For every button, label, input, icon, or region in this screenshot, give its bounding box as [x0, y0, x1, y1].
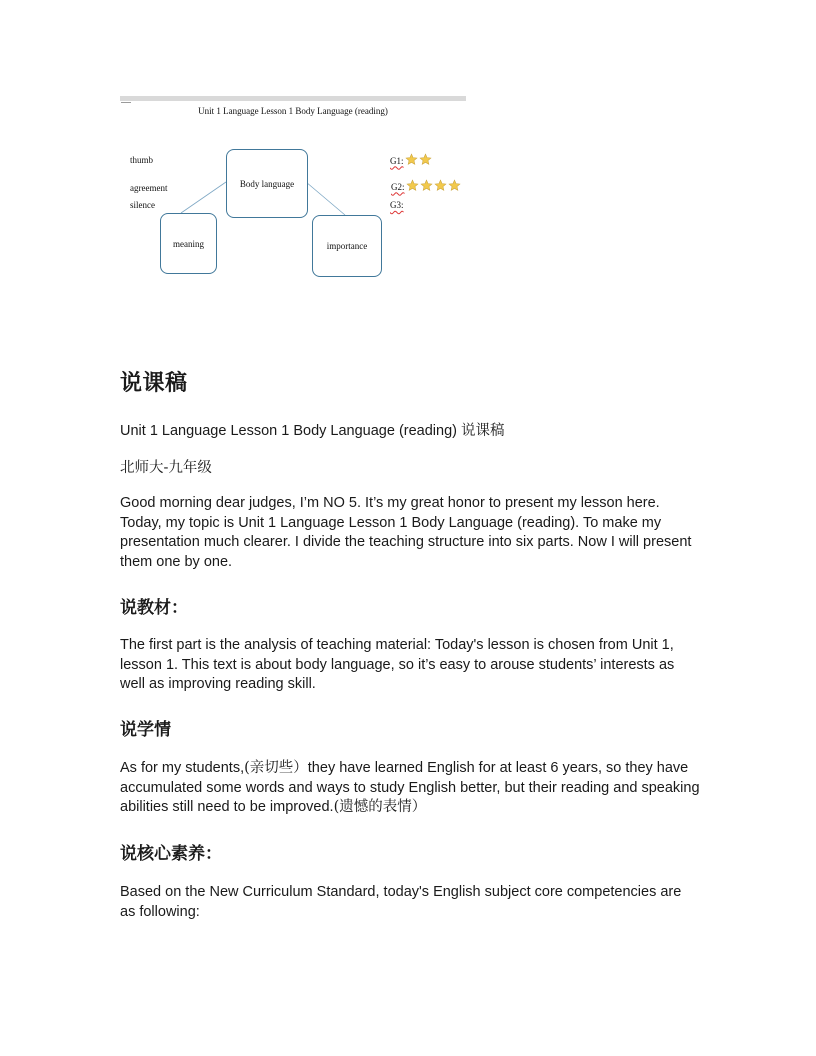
box-importance-label: importance	[326, 241, 368, 251]
page-title: 说课稿	[120, 371, 188, 396]
lesson-subtitle-cn: 说课稿	[461, 423, 505, 439]
group-2-label: G2:	[391, 181, 405, 192]
star-icon	[405, 153, 418, 166]
group-3-score	[390, 200, 404, 210]
group-1-label: G1:	[390, 155, 404, 166]
star-icon	[448, 179, 461, 192]
section-heading-students: 说学情	[120, 720, 171, 740]
section-heading-competencies: 说核心素养：	[120, 844, 222, 864]
box-body-language-label: Body language	[239, 178, 295, 189]
competencies-paragraph: Based on the New Curriculum Standard, today's English subject core competencies are as following:	[120, 884, 682, 920]
star-icon	[434, 179, 447, 192]
board-title: Unit 1 Language Lesson 1 Body Language (reading)	[198, 106, 388, 116]
students-note-regret: (遗憾的表情）	[333, 799, 427, 816]
lesson-subtitle-en: Unit 1 Language Lesson 1 Body Language (reading)	[120, 423, 462, 439]
group-1-score	[390, 153, 432, 168]
students-paragraph	[120, 759, 700, 818]
students-text-b: they have learned English for at least 6 years, so they have accumulated some words and ways to study English better, but their reading and speaking abilities still need to be improved.	[120, 760, 700, 816]
box-importance	[312, 215, 382, 277]
box-meaning	[160, 213, 217, 274]
group-2-score	[391, 179, 461, 194]
grade-line: 北师大-九年级	[120, 460, 212, 476]
keyword-silence: silence	[130, 200, 155, 210]
section-heading-material: 说教材：	[120, 598, 188, 618]
students-note-kind: (亲切些）	[244, 760, 308, 776]
star-icon	[406, 179, 419, 192]
star-icon	[420, 179, 433, 192]
box-body-language	[226, 149, 308, 218]
keyword-agreement: agreement	[130, 183, 168, 193]
lesson-subtitle	[120, 421, 700, 441]
keyword-thumb: thumb	[130, 155, 154, 165]
material-paragraph: The first part is the analysis of teaching material: Today's lesson is chosen from Unit 1, lesson 1. This text is about body language, so it’s easy to arouse students’ interests as well as improving reading skill.	[120, 637, 675, 693]
intro-paragraph: Good morning dear judges, I’m NO 5. It’s my great honor to present my lesson here. Today, my topic is Unit 1 Language Lesson 1 Body Language (reading). To make my presentation much clearer. I divide the teaching structure into six parts. Now I will present them one by one.	[120, 495, 692, 570]
star-icon	[419, 153, 432, 166]
box-meaning-label: meaning	[173, 238, 204, 249]
blackboard-design-image	[119, 96, 467, 286]
group-2-stars	[405, 179, 461, 194]
students-text-a: As for my students,	[120, 760, 245, 776]
group-1-stars	[404, 153, 432, 168]
group-3-label: G3:	[390, 200, 404, 210]
